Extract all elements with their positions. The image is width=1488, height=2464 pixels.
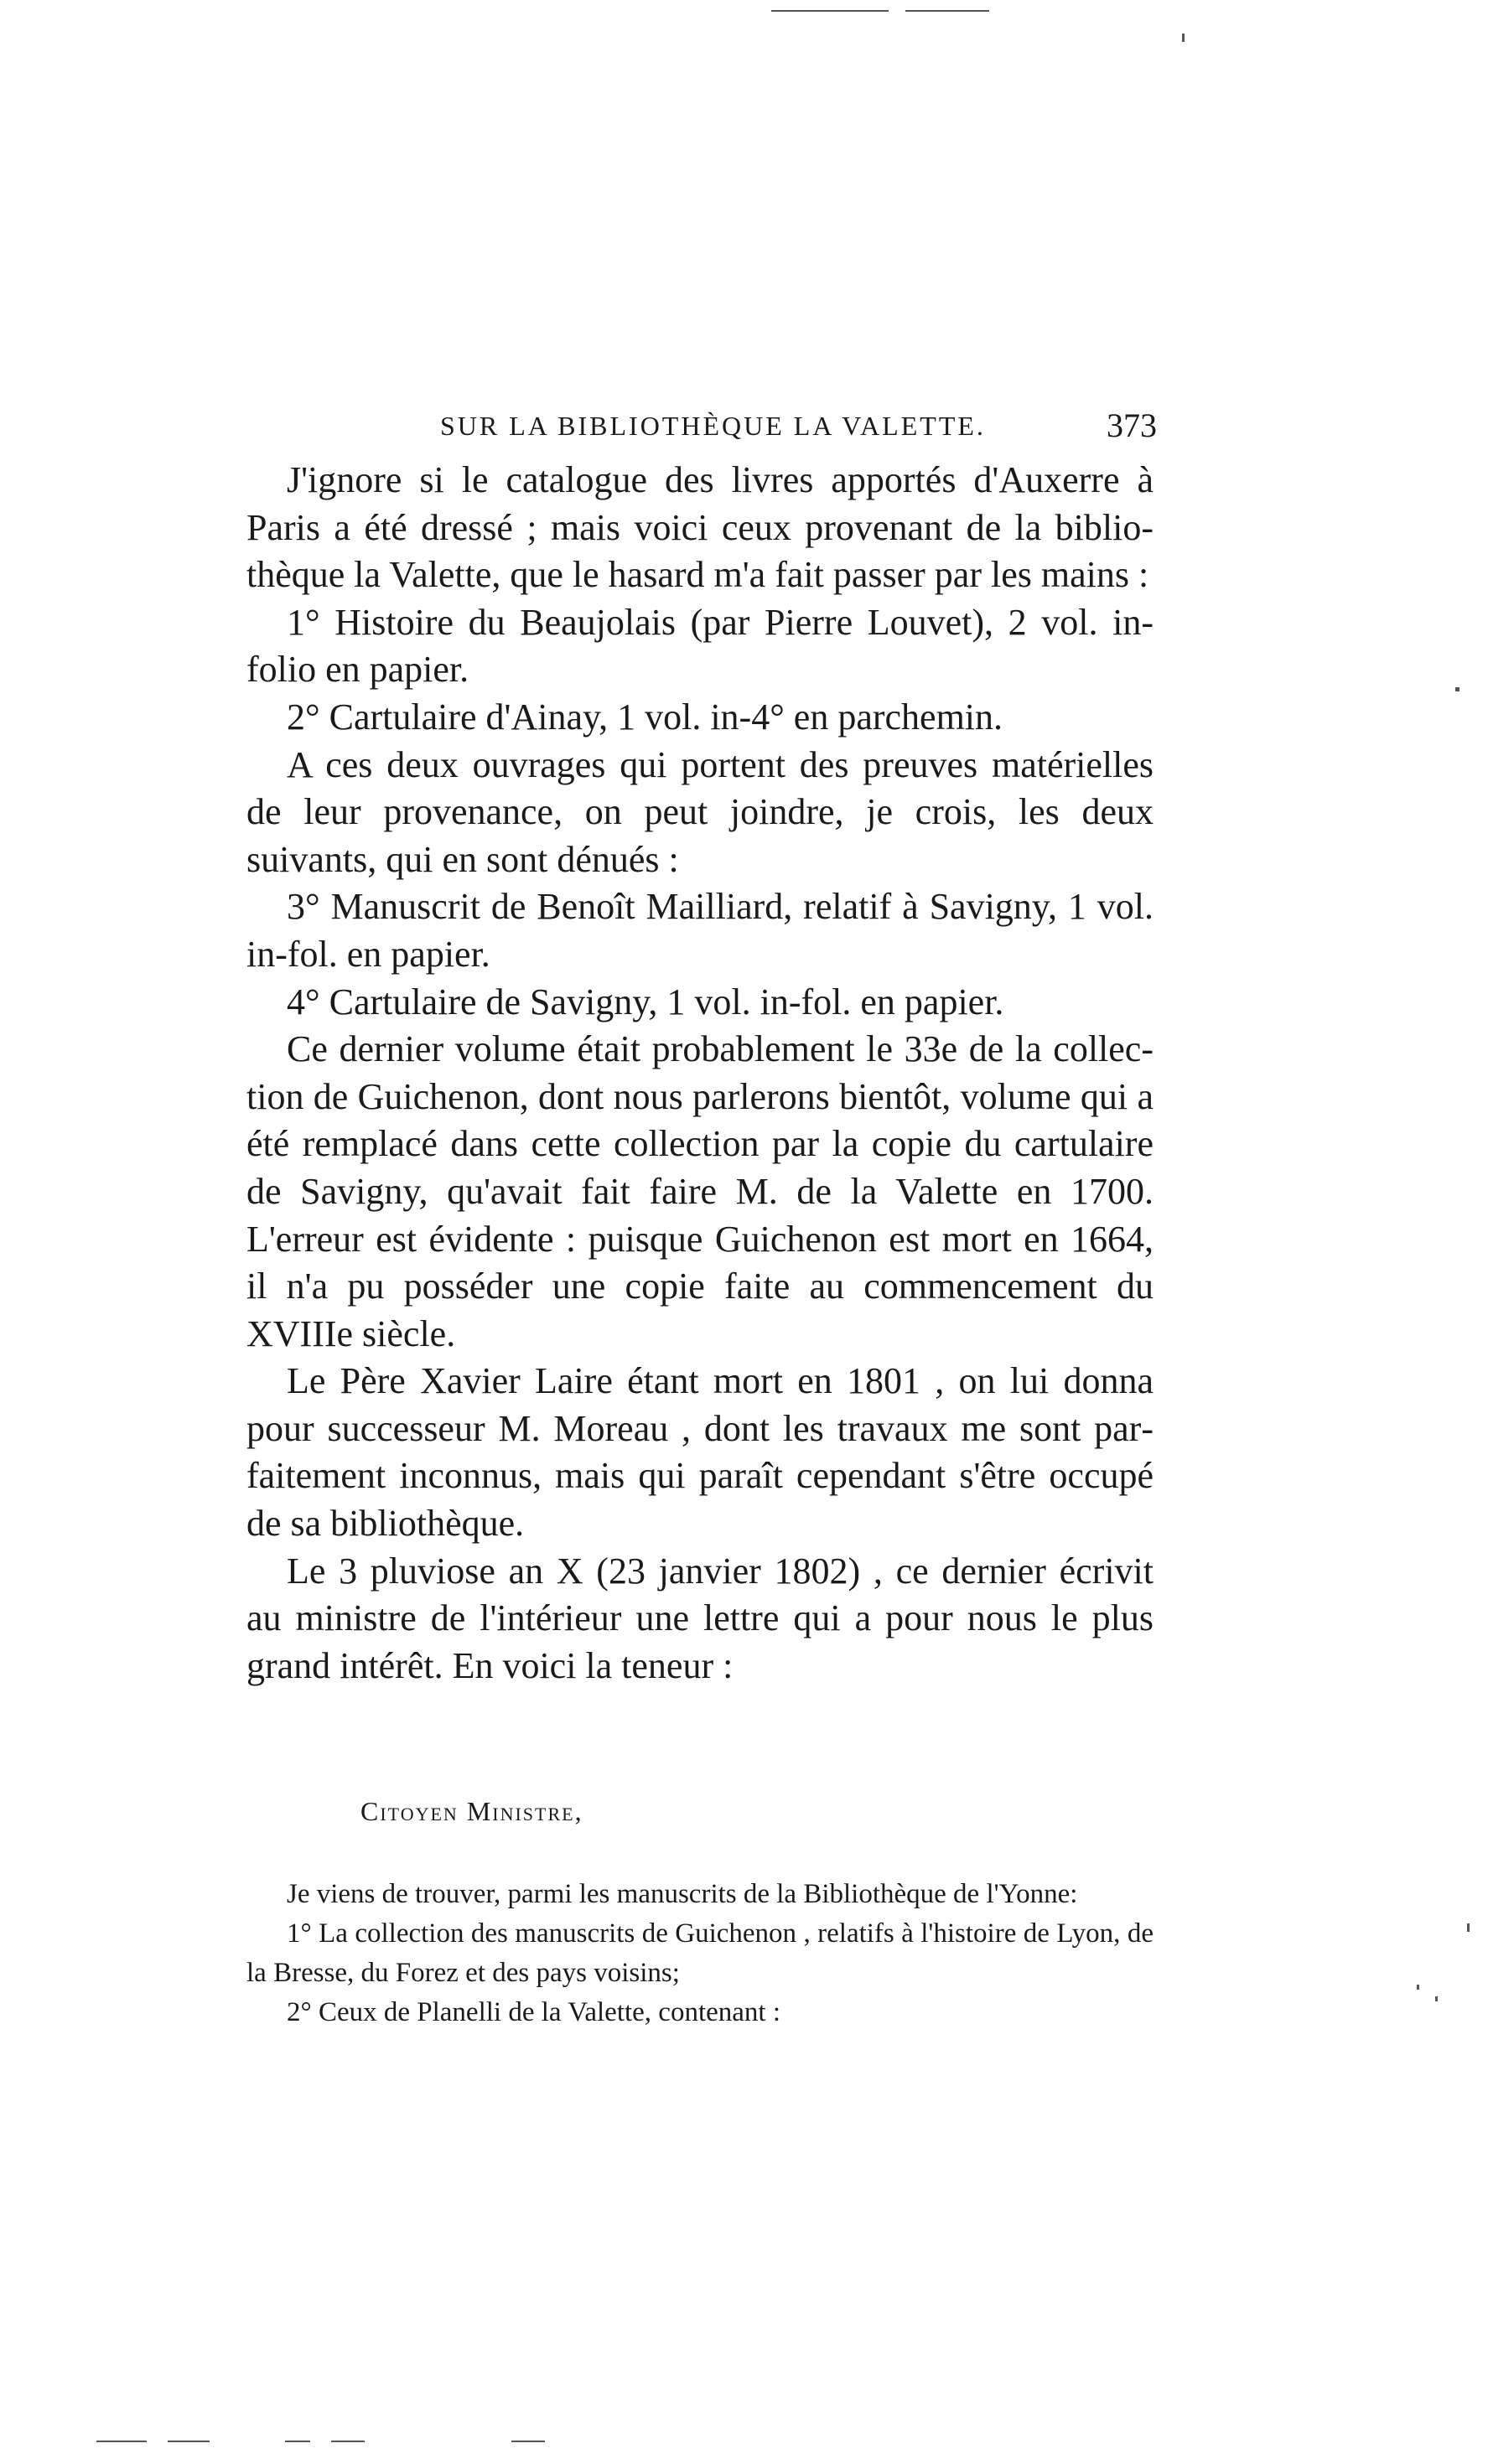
paragraph: Ce dernier volume était probablement le 33e de la collection de Guichenon, dont nous parlerons bientôt, volume qui a été remplacé dans cette collection par la copie du cartulaire de Savigny, qu'avait fait faire M. de la Valette en 1700. L'erreur est évidente : puisque Guichenon est mort en 1664, il n'a pu posséder une copie faite au commencement du XVIIIe siècle. (246, 1028, 1154, 1354)
scan-mark (771, 10, 889, 12)
paragraph: 4° Cartulaire de Savigny, 1 vol. in-fol. en papier. (287, 981, 1004, 1022)
paragraph: A ces deux ouvrages qui portent des preuves matérielles de leur provenance, on peut joindre, je crois, les deux suivants, qui en sont dénués : (246, 743, 1154, 880)
paragraph: 1° Histoire du Beaujolais (par Pierre Louvet), 2 vol. in-folio en papier. (246, 601, 1154, 691)
scan-mark (331, 2441, 365, 2442)
letter-line: 2° Ceux de Planelli de la Valette, contenant : (287, 1997, 781, 2027)
paragraph: Le Père Xavier Laire étant mort en 1801 , on lui donna pour successeur M. Moreau , dont les travaux me sont parfaitement inconnus, mais qui paraît cependant s'être occupé de sa bibliothèque. (246, 1360, 1154, 1545)
body-text (246, 457, 1154, 1690)
paragraph: Le 3 pluviose an X (23 janvier 1802) , ce dernier écrivit au ministre de l'intérieur une lettre qui a pour nous le plus grand intérêt. En voici la teneur : (246, 1550, 1154, 1686)
running-head-title: SUR LA BIBLIOTHÈQUE LA VALETTE. (440, 411, 986, 441)
scan-mark (1467, 1923, 1470, 1932)
letter-salutation: Citoyen Ministre, (360, 1796, 583, 1826)
paragraph: 3° Manuscrit de Benoît Mailliard, relatif à Savigny, 1 vol. in-fol. en papier. (246, 886, 1154, 975)
scan-mark (285, 2441, 310, 2442)
scan-mark (168, 2441, 210, 2442)
scan-mark (1417, 1985, 1419, 1990)
scan-mark (511, 2441, 545, 2442)
quoted-letter (246, 1792, 1154, 2032)
scan-mark (96, 2441, 147, 2442)
scan-mark (1435, 1996, 1438, 2001)
page-number: 373 (1107, 406, 1157, 444)
paragraph: 2° Cartulaire d'Ainay, 1 vol. in-4° en parchemin. (287, 696, 1003, 738)
letter-line: Je viens de trouver, parmi les manuscrits de la Bibliothèque de l'Yonne: (287, 1879, 1078, 1909)
scan-mark (1182, 34, 1185, 42)
paragraph: J'ignore si le catalogue des livres apportés d'Auxerre à Paris a été dressé ; mais voici ceux provenant de la bibliothèque la Valette, que le hasard m'a fait passer par les mains : (246, 459, 1154, 596)
running-head (440, 406, 1157, 453)
scan-mark (1455, 687, 1459, 691)
scan-mark (905, 10, 989, 12)
letter-line: 1° La collection des manuscrits de Guichenon , relatifs à l'histoire de Lyon, de la Bresse, du Forez et des pays voisins; (246, 1918, 1154, 1988)
